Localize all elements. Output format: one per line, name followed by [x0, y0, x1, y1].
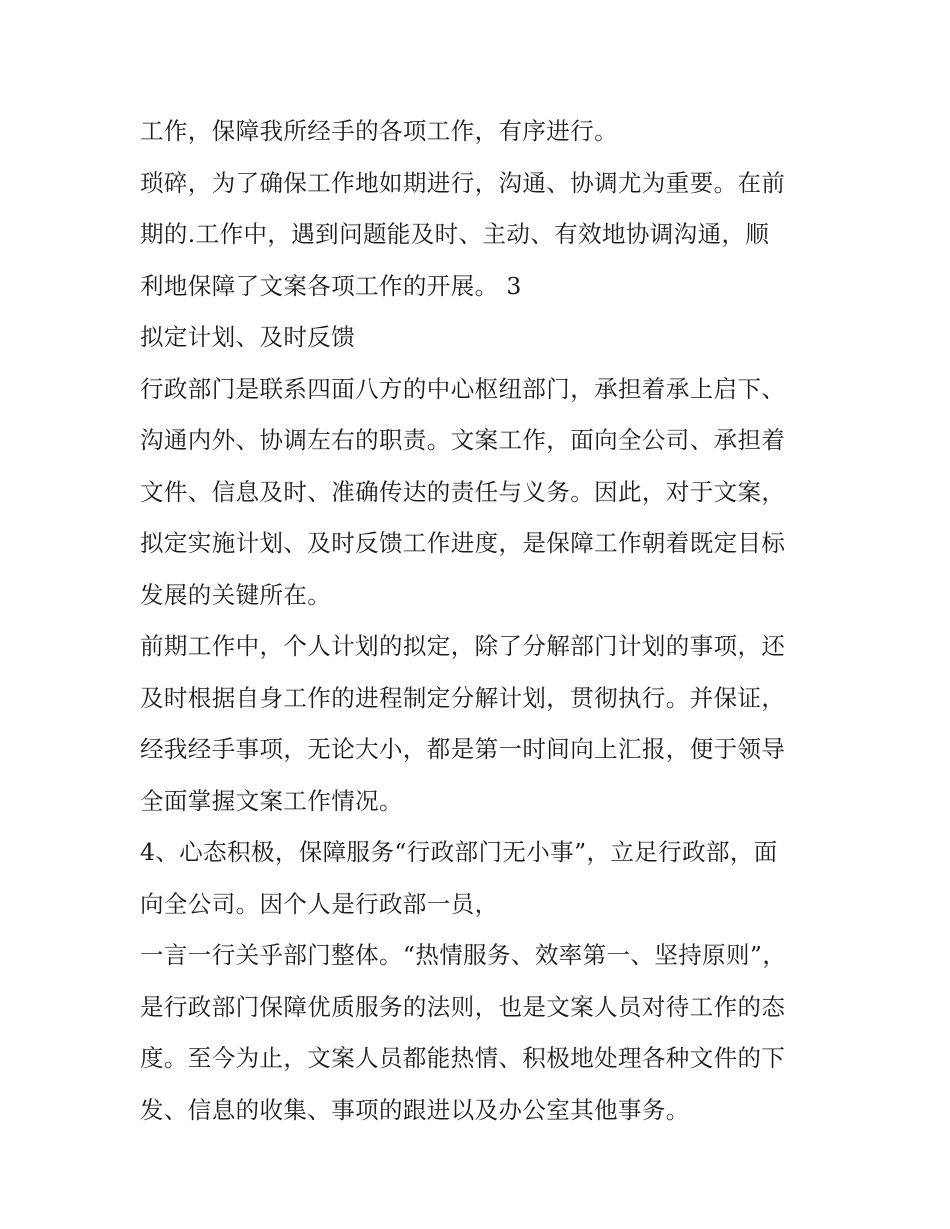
- text-line: 4、心态积极，保障服务“行政部门无小事”，立足行政部，面: [140, 838, 778, 866]
- text-line: 全面掌握文案工作情况。: [140, 786, 403, 815]
- text-line: 向全公司。因个人是行政部一员，: [140, 889, 499, 918]
- text-line: 行政部门是联系四面八方的中心枢纽部门，承担着承上启下、: [140, 374, 786, 403]
- text-line: 发、信息的收集、事项的跟进以及办公室其他事务。: [140, 1095, 690, 1124]
- text-line: 琐碎，为了确保工作地如期进行，沟通、协调尤为重要。在前: [140, 168, 786, 197]
- text-line: 前期工作中，个人计划的拟定，除了分解部门计划的事项，还: [140, 632, 786, 660]
- text-line: 经我经手事项，无论大小，都是第一时间向上汇报，便于领导: [140, 735, 786, 763]
- text-line: 利地保障了文案各项工作的开展。 3: [140, 271, 522, 300]
- text-line: 文件、信息及时、准确传达的责任与义务。因此，对于文案，: [140, 477, 786, 506]
- text-line: 期的.工作中，遇到问题能及时、主动、有效地协调沟通，顺: [140, 220, 770, 248]
- text-line: 及时根据自身工作的进程制定分解计划，贯彻执行。并保证，: [140, 683, 786, 712]
- text-line: 发展的关键所在。: [140, 580, 332, 609]
- text-line: 沟通内外、协调左右的职责。文案工作，面向全公司、承担着: [140, 426, 786, 454]
- text-line: 一言一行关乎部门整体。“热情服务、效率第一、坚持原则”，: [140, 941, 787, 969]
- text-line: 工作，保障我所经手的各项工作，有序进行。: [140, 117, 618, 145]
- text-line: 拟定实施计划、及时反馈工作进度，是保障工作朝着既定目标: [140, 529, 786, 557]
- section-heading: 拟定计划、及时反馈: [140, 323, 356, 351]
- text-line: 是行政部门保障优质服务的法则，也是文案人员对待工作的态: [140, 992, 786, 1021]
- document-page: [140, 106, 820, 1136]
- text-line: 度。至今为止，文案人员都能热情、积极地处理各种文件的下: [140, 1044, 786, 1072]
